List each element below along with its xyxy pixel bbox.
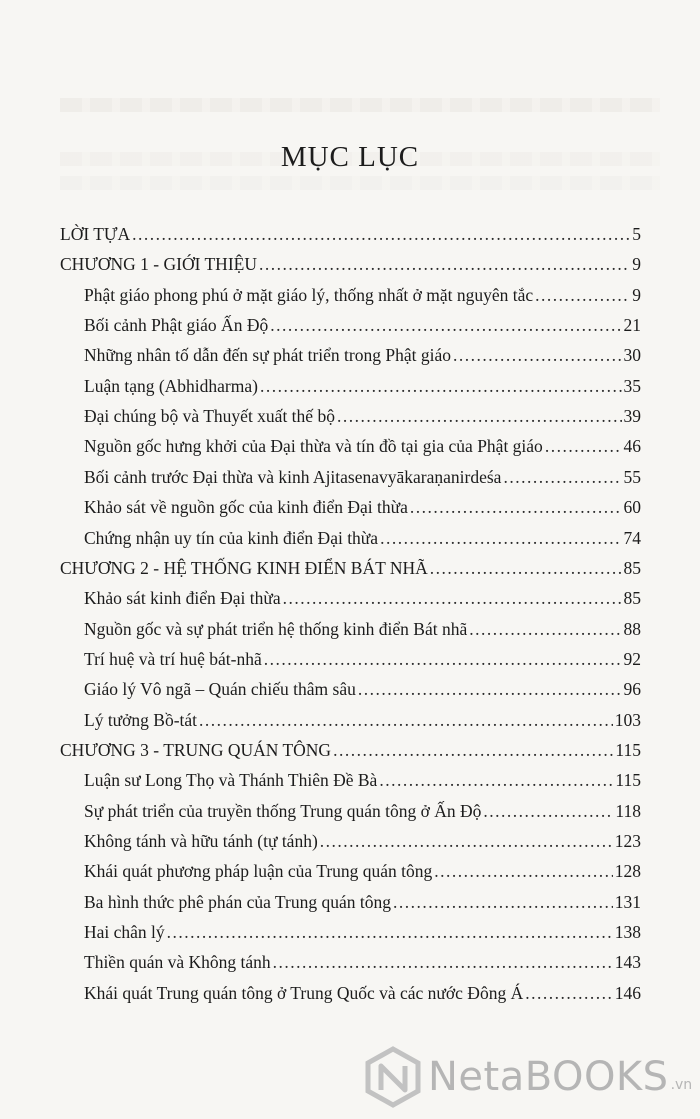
toc-page-number: 74 (623, 527, 641, 548)
toc-leader-dots (430, 558, 622, 579)
toc-leader-dots (453, 345, 622, 366)
toc-section-entry (84, 497, 641, 518)
toc-page-number: 138 (614, 922, 641, 943)
toc-page-number: 128 (614, 861, 641, 882)
toc-page-number: 92 (623, 648, 641, 669)
toc-leader-dots (270, 315, 621, 336)
toc-page-number: 146 (614, 982, 641, 1003)
toc-section-entry (84, 861, 641, 882)
toc-entry-title: Nguồn gốc hưng khởi của Đại thừa và tín đồ tại gia của Phật giáo (84, 436, 543, 457)
toc-section-entry (84, 952, 641, 973)
toc-page-number: 5 (632, 224, 641, 244)
toc-page-number: 115 (615, 770, 641, 791)
toc-leader-dots (434, 861, 612, 882)
toc-section-entry (84, 922, 641, 943)
toc-entry-title: Lý tưởng Bồ-tát (84, 709, 198, 730)
watermark-logo (364, 1046, 694, 1108)
watermark-suffix: .vn (670, 1077, 693, 1093)
toc-page-number: 123 (614, 831, 641, 851)
toc-entry-title: Bối cảnh Phật giáo Ấn Độ (84, 315, 269, 336)
toc-leader-dots (525, 983, 613, 1004)
toc-leader-dots (410, 497, 622, 518)
toc-leader-dots (503, 467, 621, 488)
toc-section-entry (84, 619, 641, 640)
toc-entry-title: Hai chân lý (84, 922, 165, 943)
toc-section-entry (84, 376, 641, 397)
toc-chapter-entry (60, 224, 641, 245)
toc-entry-title: Luận sư Long Thọ và Thánh Thiên Đề Bà (84, 770, 378, 791)
toc-page-number: 143 (614, 952, 641, 973)
toc-leader-dots (132, 224, 630, 245)
toc-page-number: 55 (623, 466, 641, 487)
toc-chapter-entry (60, 558, 641, 579)
toc-page-number: 35 (623, 375, 641, 396)
toc-page-number: 21 (623, 315, 641, 336)
toc-entry-title: LỜI TỰA (60, 224, 131, 244)
toc-section-entry (84, 770, 641, 791)
toc-entry-title: Giáo lý Vô ngã – Quán chiếu thâm sâu (84, 679, 356, 700)
toc-entry-title: Ba hình thức phê phán của Trung quán tông (84, 891, 391, 912)
bleed-through-text (60, 98, 660, 112)
toc-entry-title: Không tánh và hữu tánh (tự tánh) (84, 831, 318, 851)
toc-entry-title: Khảo sát kinh điển Đại thừa (84, 588, 281, 609)
bleed-through-text (60, 176, 660, 190)
toc-page-number: 85 (623, 557, 641, 578)
toc-section-entry (84, 892, 641, 913)
toc-section-entry (84, 345, 641, 366)
toc-entry-title: Đại chúng bộ và Thuyết xuất thế bộ (84, 406, 335, 427)
toc-section-entry (84, 679, 641, 700)
toc-page-number: 96 (623, 679, 641, 700)
toc-leader-dots (283, 588, 622, 609)
toc-entry-title: Khái quát Trung quán tông ở Trung Quốc và các nước Đông Á (84, 982, 524, 1003)
toc-entry-title: Những nhân tố dẫn đến sự phát triển trong Phật giáo (84, 345, 451, 366)
toc-leader-dots (545, 436, 622, 457)
toc-page-number: 60 (623, 497, 641, 518)
toc-entry-title: Bối cảnh trước Đại thừa và kinh Ajitasenavyākaraṇanirdeśa (84, 466, 502, 487)
watermark-brand: NetaBOOKS (428, 1054, 669, 1100)
toc-page-number: 46 (623, 436, 641, 457)
toc-section-entry (84, 528, 641, 549)
toc-leader-dots (337, 406, 622, 427)
toc-leader-dots (260, 376, 622, 397)
toc-leader-dots (333, 740, 613, 761)
toc-page-number: 30 (623, 345, 641, 366)
toc-leader-dots (379, 770, 613, 791)
toc-chapter-entry (60, 254, 641, 275)
toc-entry-title: Nguồn gốc và sự phát triển hệ thống kinh điển Bát nhã (84, 618, 468, 639)
page-title: MỤC LỤC (280, 141, 420, 173)
netabooks-logo-icon (364, 1046, 422, 1108)
toc-entry-title: Sự phát triển của truyền thống Trung quán tông ở Ấn Độ (84, 800, 482, 821)
toc-section-entry (84, 831, 641, 852)
toc-section-entry (84, 467, 641, 488)
toc-section-entry (84, 983, 641, 1004)
toc-section-entry (84, 315, 641, 336)
toc-leader-dots (393, 892, 613, 913)
toc-page-number: 39 (623, 406, 641, 427)
toc-leader-dots (535, 285, 630, 306)
toc-entry-title: CHƯƠNG 2 - HỆ THỐNG KINH ĐIỂN BÁT NHÃ (60, 557, 428, 578)
toc-page-number: 118 (615, 800, 641, 821)
toc-entry-title: Chứng nhận uy tín của kinh điển Đại thừa (84, 527, 379, 548)
toc-page-number: 85 (623, 588, 641, 609)
toc-section-entry (84, 801, 641, 822)
toc-page-number: 9 (632, 284, 641, 305)
toc-section-entry (84, 710, 641, 731)
toc-leader-dots (264, 649, 622, 670)
toc-leader-dots (320, 831, 613, 852)
toc-chapter-entry (60, 740, 641, 761)
toc-page-number: 88 (623, 618, 641, 639)
toc-entry-title: Khái quát phương pháp luận của Trung quán tông (84, 861, 433, 882)
toc-page-number: 131 (614, 891, 641, 912)
toc-section-entry (84, 649, 641, 670)
toc-leader-dots (167, 922, 613, 943)
toc-leader-dots (199, 710, 613, 731)
toc-page-number: 115 (615, 739, 641, 760)
toc-leader-dots (469, 619, 621, 640)
toc-section-entry (84, 285, 641, 306)
toc-leader-dots (273, 952, 613, 973)
toc-section-entry (84, 588, 641, 609)
toc-leader-dots (483, 801, 613, 822)
toc-entry-title: Thiền quán và Không tánh (84, 952, 271, 973)
toc-entry-title: Phật giáo phong phú ở mặt giáo lý, thống nhất ở mặt nguyên tắc (84, 284, 534, 305)
toc-entry-title: Trí huệ và trí huệ bát-nhã (84, 648, 262, 669)
toc-entry-title: CHƯƠNG 1 - GIỚI THIỆU (60, 254, 257, 275)
toc-section-entry (84, 436, 641, 457)
toc-entry-title: CHƯƠNG 3 - TRUNG QUÁN TÔNG (60, 739, 332, 760)
toc-page-number: 9 (632, 254, 641, 275)
toc-leader-dots (358, 679, 622, 700)
toc-section-entry (84, 406, 641, 427)
toc-page-number: 103 (614, 709, 641, 730)
toc-leader-dots (380, 528, 621, 549)
toc-leader-dots (259, 254, 630, 275)
toc-entry-title: Khảo sát về nguồn gốc của kinh điển Đại thừa (84, 497, 408, 518)
toc-entry-title: Luận tạng (Abhidharma) (84, 375, 258, 396)
